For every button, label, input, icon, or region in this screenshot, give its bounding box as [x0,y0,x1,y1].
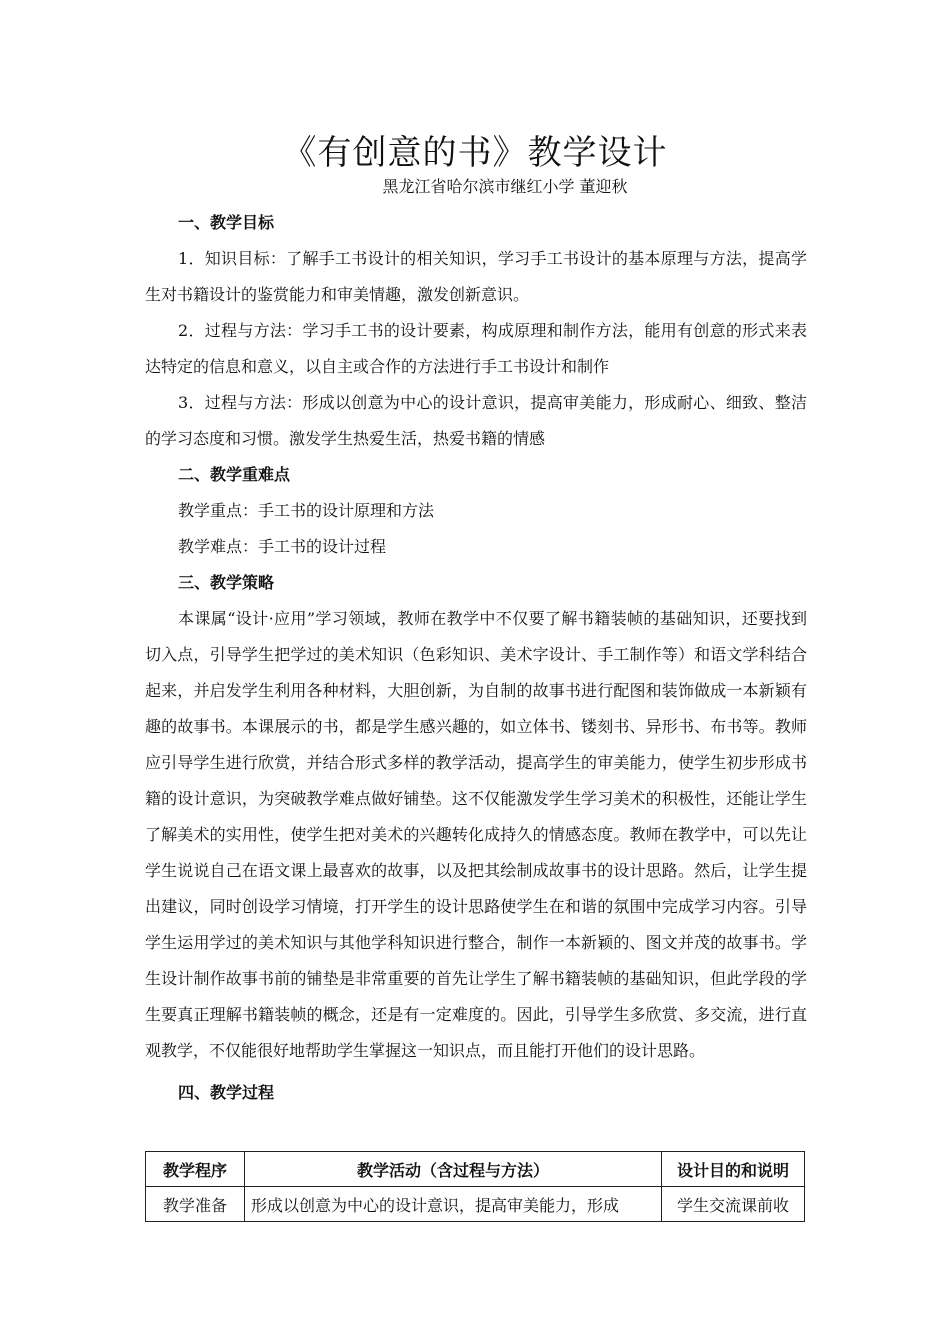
difficult-point-line: 教学难点：手工书的设计过程 [178,537,387,556]
section-heading-strategy: 三、教学策略 [178,573,275,592]
goal-paragraph-3: 3．过程与方法：形成以创意为中心的设计意识，提高审美能力，形成耐心、细致、整洁的学习态度和习惯。激发学生热爱生活，热爱书籍的情感 [145,393,807,448]
section-heading-difficulty: 二、教学重难点 [178,465,291,484]
section-heading-goals: 一、教学目标 [178,213,275,232]
table-header-cell: 教学程序 [146,1152,245,1187]
author-line: 黑龙江省哈尔滨市继红小学 董迎秋 [382,177,628,196]
page-title: 《有创意的书》教学设计 [282,133,668,173]
section-heading-process: 四、教学过程 [178,1083,275,1102]
table-cell: 教学准备 [146,1187,245,1222]
strategy-paragraph: 本课属“设计·应用”学习领域，教师在教学中不仅要了解书籍装帧的基础知识，还要找到切入点，引导学生把学过的美术知识（色彩知识、美术字设计、手工制作等）和语文学科结合起来，并启发学生利用各种材料，大胆创新，为自制的故事书进行配图和装饰做成一本新颖有趣的故事书。本课展示的书，都是学生感兴趣的，如立体书、镂刻书、异形书、布书等。教师应引导学生进行欣赏，并结合形式多样的教学活动，提高学生的审美能力，使学生初步形成书籍的设计意识，为突破教学难点做好铺垫。这不仅能激发学生学习美术的积极性，还能让学生了解美术的实用性，使学生把对美术的兴趣转化成持久的情感态度。教师在教学中，可以先让学生说说自己在语文课上最喜欢的故事，以及把其绘制成故事书的设计思路。然后，让学生提出建议，同时创设学习情境，打开学生的设计思路使学生在和谐的氛围中完成学习内容。引导学生运用学过的美术知识与其他学科知识进行整合，制作一本新颖的、图文并茂的故事书。学生设计制作故事书前的铺垫是非常重要的首先让学生了解书籍装帧的基础知识，但此学段的学生要真正理解书籍装帧的概念，还是有一定难度的。因此，引导学生多欣赏、多交流，进行直观教学，不仅能很好地帮助学生掌握这一知识点，而且能打开他们的设计思路。 [145,609,807,1060]
table-row [146,1187,805,1222]
process-table [145,1151,805,1222]
table-cell: 学生交流课前收 [662,1187,805,1222]
table-header-cell: 设计目的和说明 [662,1152,805,1187]
table-header-cell: 教学活动（含过程与方法） [245,1152,662,1187]
document-body [145,205,807,1111]
table-header-row [146,1152,805,1187]
goal-paragraph-1: 1．知识目标：了解手工书设计的相关知识，学习手工书设计的基本原理与方法，提高学生对书籍设计的鉴赏能力和审美情趣，激发创新意识。 [145,249,807,304]
key-point-line: 教学重点：手工书的设计原理和方法 [178,501,435,520]
table-cell: 形成以创意为中心的设计意识，提高审美能力，形成 [245,1187,662,1222]
goal-paragraph-2: 2．过程与方法：学习手工书的设计要素，构成原理和制作方法，能用有创意的形式来表达特定的信息和意义，以自主或合作的方法进行手工书设计和制作 [145,321,807,376]
